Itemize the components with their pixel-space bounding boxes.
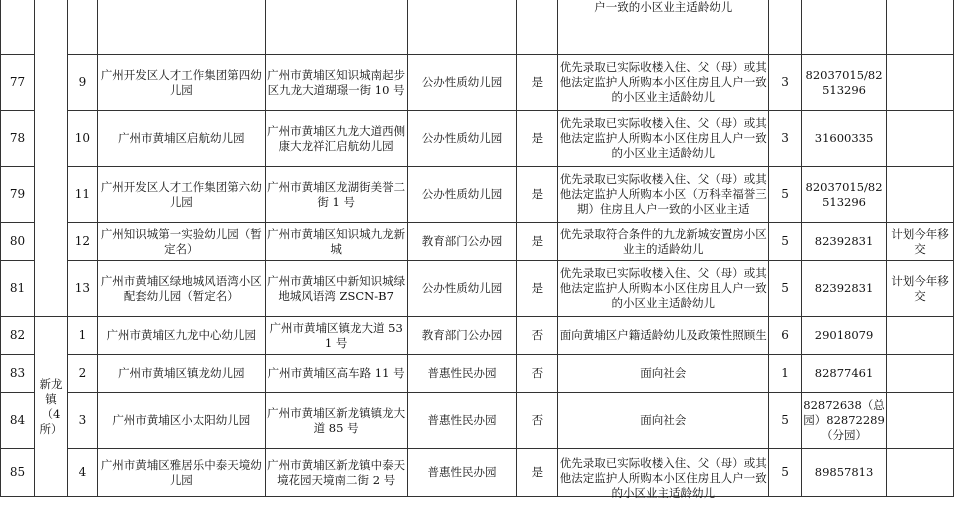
admission-policy: 优先录取已实际收楼入住、父（母）或其他法定监护人所购本小区住房且人户一致的小区业主适龄幼儿 — [558, 261, 769, 317]
limited-flag: 否 — [517, 355, 558, 393]
phone: 89857813 — [802, 449, 887, 497]
limited-flag — [517, 0, 558, 55]
kindergarten-name: 广州开发区人才工作集团第四幼儿园 — [97, 55, 265, 111]
kindergarten-address: 广州市黄埔区九龙大道西侧康大龙祥汇启航幼儿园 — [265, 111, 407, 167]
admission-policy: 面向黄埔区户籍适龄幼儿及政策性照顾生 — [558, 317, 769, 355]
phone: 82392831 — [802, 261, 887, 317]
row-seq: 83 — [1, 355, 35, 393]
row-index: 1 — [67, 317, 97, 355]
kindergarten-address — [265, 0, 407, 55]
row-index: 4 — [67, 449, 97, 497]
row-seq: 78 — [1, 111, 35, 167]
kindergarten-name: 广州市黄埔区九龙中心幼儿园 — [97, 317, 265, 355]
row-seq — [1, 0, 35, 55]
remark: 计划今年移交 — [887, 261, 954, 317]
row-index: 12 — [67, 223, 97, 261]
admission-policy-text: 优先录取已实际收楼入住、父（母）或其他法定监护人所购本小区住房且人户一致的小区业主适龄幼儿 — [559, 456, 767, 500]
kindergarten-name: 广州市黄埔区镇龙幼儿园 — [97, 355, 265, 393]
table-row — [1, 355, 954, 393]
kindergarten-type: 公办性质幼儿园 — [407, 55, 517, 111]
phone: 29018079 — [802, 317, 887, 355]
remark — [887, 393, 954, 449]
class-count — [769, 0, 802, 55]
admission-policy — [558, 449, 769, 500]
kindergarten-name: 广州开发区人才工作集团第六幼儿园 — [97, 167, 265, 223]
row-seq: 82 — [1, 317, 35, 355]
limited-flag: 否 — [517, 317, 558, 355]
table-row — [1, 317, 954, 355]
phone: 82037015/82513296 — [802, 55, 887, 111]
class-count: 5 — [769, 261, 802, 317]
row-index: 9 — [67, 55, 97, 111]
remark — [887, 355, 954, 393]
remark — [887, 111, 954, 167]
kindergarten-type: 公办性质幼儿园 — [407, 261, 517, 317]
kindergarten-address: 广州市黄埔区新龙镇中泰天境花园天境南二街 2 号 — [265, 449, 407, 497]
kindergarten-type: 教育部门公办园 — [407, 223, 517, 261]
phone — [802, 0, 887, 55]
remark — [887, 449, 954, 497]
table-row — [1, 261, 954, 317]
kindergarten-type — [407, 0, 517, 55]
row-index: 10 — [67, 111, 97, 167]
phone: 82037015/82513296 — [802, 167, 887, 223]
phone: 82392831 — [802, 223, 887, 261]
row-seq: 81 — [1, 261, 35, 317]
row-index: 13 — [67, 261, 97, 317]
row-seq: 84 — [1, 393, 35, 449]
limited-flag: 是 — [517, 167, 558, 223]
table-row — [1, 111, 954, 167]
phone: 82877461 — [802, 355, 887, 393]
kindergarten-type: 普惠性民办园 — [407, 393, 517, 449]
table-row — [1, 449, 954, 497]
kindergarten-name — [97, 0, 265, 55]
kindergarten-address: 广州市黄埔区龙湖街美誉二街 1 号 — [265, 167, 407, 223]
limited-flag: 是 — [517, 55, 558, 111]
remark — [887, 317, 954, 355]
kindergarten-address: 广州市黄埔区新龙镇镇龙大道 85 号 — [265, 393, 407, 449]
row-index: 2 — [67, 355, 97, 393]
admission-policy: 优先录取已实际收楼入住、父（母）或其他法定监护人所购本小区住房且人户一致的小区业主适龄幼儿 — [558, 111, 769, 167]
kindergarten-type: 普惠性民办园 — [407, 355, 517, 393]
limited-flag: 是 — [517, 449, 558, 497]
admission-policy — [558, 0, 769, 55]
kindergarten-name: 广州市黄埔区启航幼儿园 — [97, 111, 265, 167]
admission-policy: 优先录取符合条件的九龙新城安置房小区业主的适龄幼儿 — [558, 223, 769, 261]
row-seq: 80 — [1, 223, 35, 261]
remark — [887, 0, 954, 55]
admission-policy: 面向社会 — [558, 355, 769, 393]
row-seq: 77 — [1, 55, 35, 111]
phone: 31600335 — [802, 111, 887, 167]
table-row — [1, 223, 954, 261]
kindergarten-address: 广州市黄埔区知识城九龙新城 — [265, 223, 407, 261]
admission-policy: 优先录取已实际收楼入住、父（母）或其他法定监护人所购本小区住房且人户一致的小区业主适龄幼儿 — [558, 55, 769, 111]
class-count: 1 — [769, 355, 802, 393]
row-seq: 85 — [1, 449, 35, 497]
row-index: 11 — [67, 167, 97, 223]
kindergarten-name: 广州市黄埔区小太阳幼儿园 — [97, 393, 265, 449]
kindergarten-address: 广州市黄埔区知识城南起步区九龙大道瑚璟一街 10 号 — [265, 55, 407, 111]
kindergarten-address: 广州市黄埔区高车路 11 号 — [265, 355, 407, 393]
table-row — [1, 55, 954, 111]
kindergarten-name: 广州市黄埔区雅居乐中泰天境幼儿园 — [97, 449, 265, 497]
kindergarten-address: 广州市黄埔区中新知识城绿地城风语湾 ZSCN-B7 — [265, 261, 407, 317]
row-index: 3 — [67, 393, 97, 449]
class-count: 3 — [769, 111, 802, 167]
admission-policy-text: 户一致的小区业主适龄幼儿 — [594, 0, 733, 14]
kindergarten-type: 公办性质幼儿园 — [407, 111, 517, 167]
admission-policy: 面向社会 — [558, 393, 769, 449]
table-row — [1, 393, 954, 449]
limited-flag: 否 — [517, 393, 558, 449]
class-count: 3 — [769, 55, 802, 111]
row-seq: 79 — [1, 167, 35, 223]
class-count: 5 — [769, 167, 802, 223]
remark — [887, 55, 954, 111]
limited-flag: 是 — [517, 261, 558, 317]
kindergarten-name: 广州知识城第一实验幼儿园（暂定名） — [97, 223, 265, 261]
town-cell-upper — [34, 0, 67, 317]
class-count: 5 — [769, 449, 802, 497]
admission-policy: 优先录取已实际收楼入住、父（母）或其他法定监护人所购本小区（万科幸福誉三期）住房且人户一致的小区业主适 — [558, 167, 769, 223]
kindergarten-type: 公办性质幼儿园 — [407, 167, 517, 223]
kindergarten-address: 广州市黄埔区镇龙大道 531 号 — [265, 317, 407, 355]
row-index — [67, 0, 97, 55]
class-count: 5 — [769, 393, 802, 449]
phone: 82872638（总园）82872289（分园） — [802, 393, 887, 449]
kindergarten-type: 教育部门公办园 — [407, 317, 517, 355]
town-group-label: 新龙镇（4所） — [34, 317, 67, 497]
class-count: 5 — [769, 223, 802, 261]
kindergarten-type: 普惠性民办园 — [407, 449, 517, 497]
limited-flag: 是 — [517, 111, 558, 167]
table-row — [1, 0, 954, 55]
class-count: 6 — [769, 317, 802, 355]
remark — [887, 167, 954, 223]
limited-flag: 是 — [517, 223, 558, 261]
kindergarten-name: 广州市黄埔区绿地城风语湾小区配套幼儿园（暂定名） — [97, 261, 265, 317]
table-row — [1, 167, 954, 223]
remark: 计划今年移交 — [887, 223, 954, 261]
